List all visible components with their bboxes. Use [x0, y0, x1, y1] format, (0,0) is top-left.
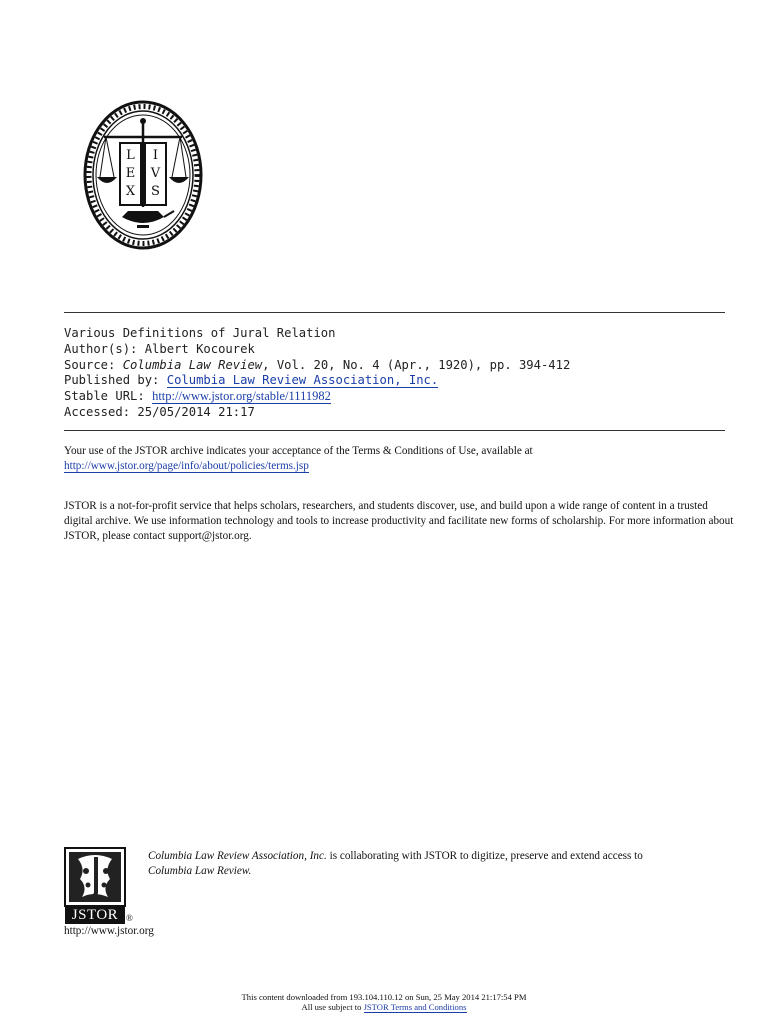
svg-text:V: V: [150, 166, 161, 181]
svg-text:S: S: [151, 184, 160, 199]
source-details: , Vol. 20, No. 4 (Apr., 1920), pp. 394-412: [262, 358, 571, 372]
svg-text:X: X: [125, 184, 136, 199]
collab-org: Columbia Law Review Association, Inc.: [148, 850, 327, 862]
publisher-link[interactable]: Columbia Law Review Association, Inc.: [166, 373, 439, 387]
download-notice: This content downloaded from 193.104.110.12 on Sun, 25 May 2014 21:17:54 PM: [241, 992, 527, 1002]
registered-mark: ®: [126, 913, 133, 923]
authors-line: [64, 342, 255, 357]
authors-value: Albert Kocourek: [144, 342, 255, 356]
source-label: Source:: [64, 358, 116, 372]
jstor-logo-icon: [64, 847, 132, 925]
terms-url-link[interactable]: http://www.jstor.org/page/info/about/policies/terms.jsp: [64, 460, 309, 472]
columbia-law-seal-icon: [82, 99, 204, 251]
jstor-wordmark: JSTOR: [71, 907, 119, 923]
about-paragraph: JSTOR is a not-for-profit service that helps scholars, researchers, and students discover, use, and build upon a wide range of content in a trusted digital archive. We use information technology and tools to increase productivity and facilitate new forms of scholarship. For more information about JSTOR, please contact support@jstor.org.: [64, 500, 734, 542]
published-label: Published by:: [64, 373, 160, 387]
source-journal: Columbia Law Review: [122, 358, 263, 372]
accessed-value: 25/05/2014 21:17: [137, 405, 255, 419]
use-notice: [0, 1002, 768, 1013]
svg-text:E: E: [125, 166, 136, 181]
svg-text:L: L: [126, 148, 135, 163]
top-divider: [64, 312, 725, 313]
jstor-homepage-text: http://www.jstor.org: [64, 925, 154, 937]
accessed-label: Accessed:: [64, 405, 131, 419]
terms-conditions-link[interactable]: JSTOR Terms and Conditions: [363, 1002, 467, 1012]
stable-url-label: Stable URL:: [64, 389, 145, 403]
collab-journal: Columbia Law Review.: [148, 865, 252, 877]
citation-divider: [64, 430, 725, 431]
terms-text: Your use of the JSTOR archive indicates your acceptance of the Terms & Conditions of Use, available at: [64, 445, 533, 457]
terms-paragraph: [64, 444, 734, 474]
accessed-line: [64, 405, 255, 420]
stable-url-link[interactable]: http://www.jstor.org/stable/1111982: [152, 389, 331, 403]
authors-label: Author(s):: [64, 342, 138, 356]
collab-text: is collaborating with JSTOR to digitize, preserve and extend access to: [326, 850, 643, 862]
source-line: [64, 358, 570, 373]
publisher-line: [64, 373, 438, 388]
article-title: Various Definitions of Jural Relation: [64, 326, 336, 340]
use-prefix: All use subject to: [301, 1002, 364, 1012]
collaboration-note: [148, 849, 738, 879]
svg-text:I: I: [152, 148, 159, 163]
stable-url-line: [64, 389, 331, 404]
